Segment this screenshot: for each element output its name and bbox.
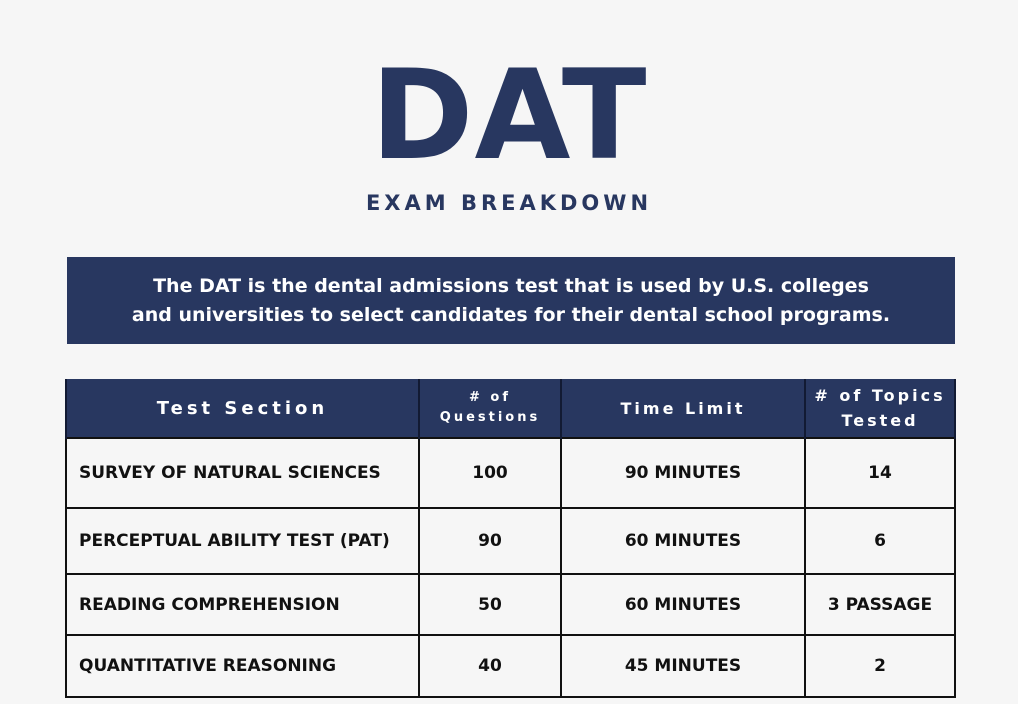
- header-question-count-line1: # of: [468, 390, 511, 405]
- header-topics-tested-line1: # of Topics: [814, 386, 946, 405]
- row-section-name: READING COMPREHENSION: [66, 574, 419, 635]
- table-row: [66, 438, 955, 508]
- header-test-section: Test Section: [66, 379, 419, 438]
- table-row: [66, 574, 955, 635]
- intro-banner: [67, 257, 955, 344]
- row-question-count: 90: [419, 508, 561, 574]
- row-section-name: QUANTITATIVE REASONING: [66, 635, 419, 697]
- header-topics-tested: [805, 379, 955, 438]
- page-subtitle: EXAM BREAKDOWN: [365, 191, 653, 215]
- header-topics-tested-line2: Tested: [841, 411, 919, 430]
- header-time-limit: Time Limit: [561, 379, 805, 438]
- row-time-limit: 45 MINUTES: [561, 635, 805, 697]
- row-topics-tested: 6: [805, 508, 955, 574]
- row-section-name: SURVEY OF NATURAL SCIENCES: [66, 438, 419, 508]
- row-section-name: PERCEPTUAL ABILITY TEST (PAT): [66, 508, 419, 574]
- row-topics-tested: 3 PASSAGE: [805, 574, 955, 635]
- row-topics-tested: 2: [805, 635, 955, 697]
- header-question-count: [419, 379, 561, 438]
- page-title: DAT: [370, 44, 648, 188]
- exam-breakdown-table: [65, 379, 956, 698]
- row-topics-tested: 14: [805, 438, 955, 508]
- table-header-row: [66, 379, 955, 438]
- row-question-count: 40: [419, 635, 561, 697]
- table-row: [66, 508, 955, 574]
- row-time-limit: 60 MINUTES: [561, 574, 805, 635]
- row-question-count: 50: [419, 574, 561, 635]
- intro-text: The DAT is the dental admissions test that is used by U.S. colleges and universities to select candidates for their dental school programs.: [131, 274, 891, 326]
- row-question-count: 100: [419, 438, 561, 508]
- row-time-limit: 60 MINUTES: [561, 508, 805, 574]
- header-question-count-line2: Questions: [439, 410, 541, 425]
- table-row: [66, 635, 955, 697]
- row-time-limit: 90 MINUTES: [561, 438, 805, 508]
